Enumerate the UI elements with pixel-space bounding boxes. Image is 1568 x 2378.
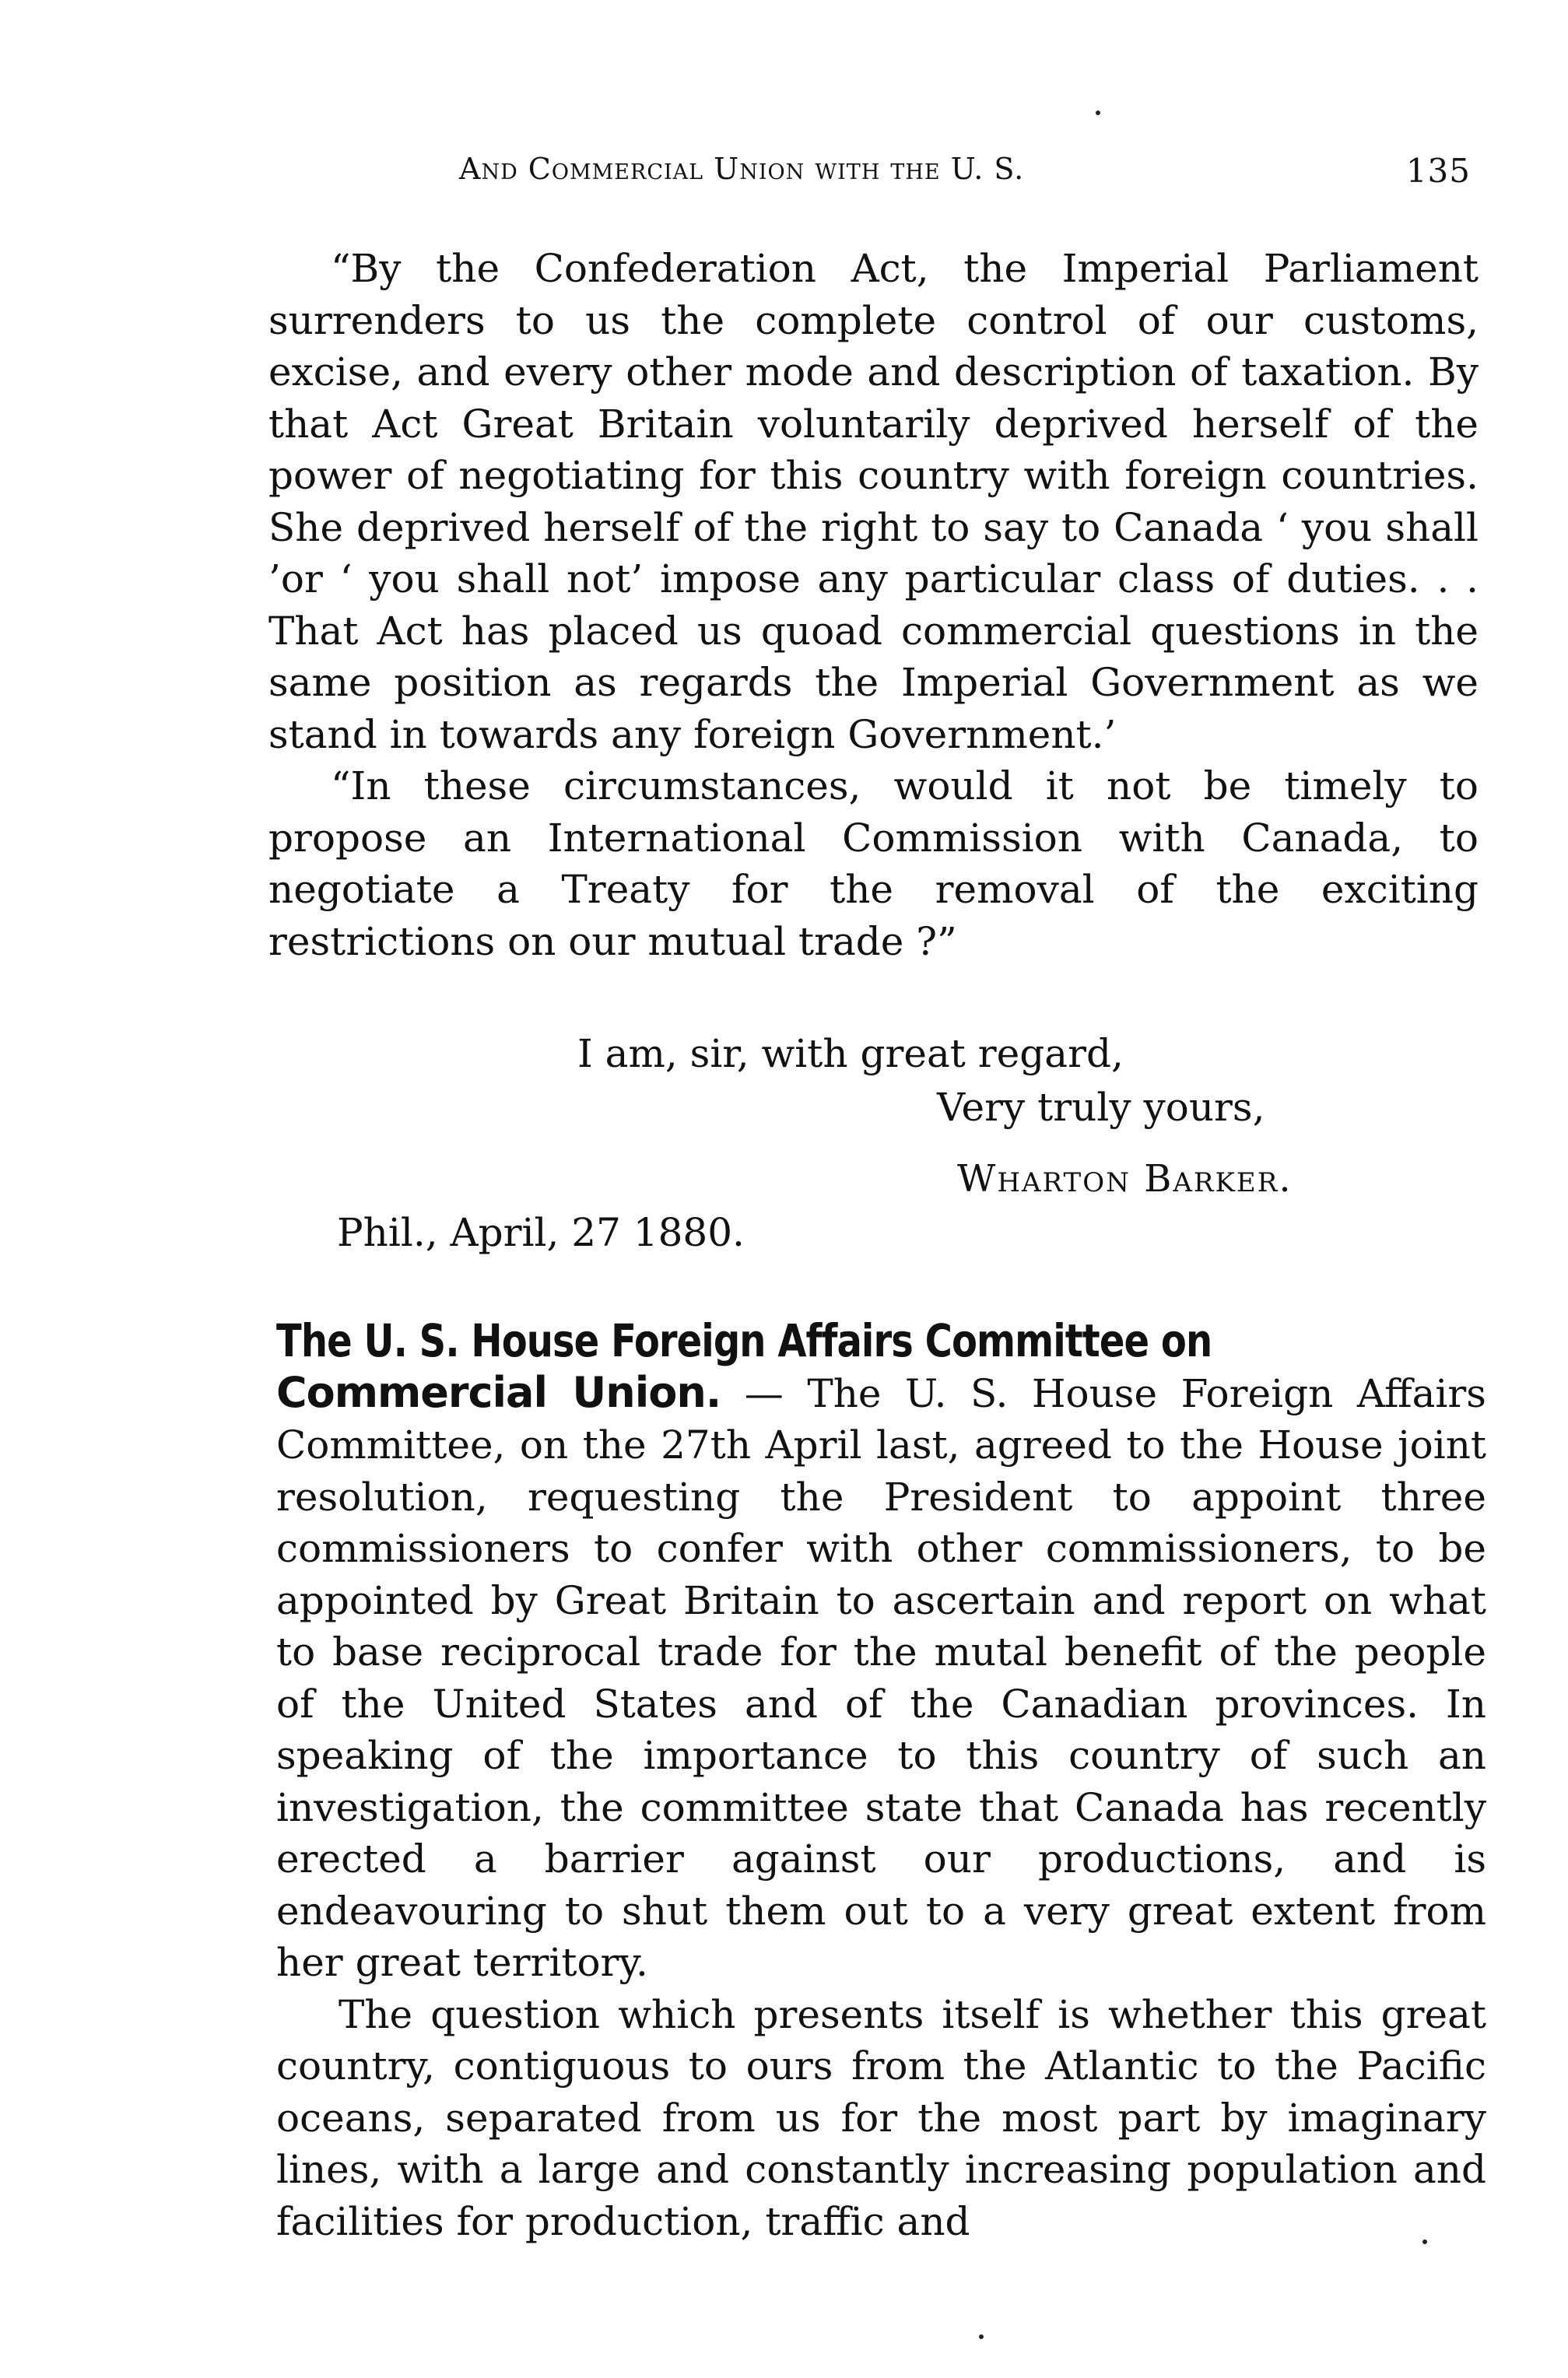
article-heading-continued: Commercial Union. [276,1367,721,1417]
quote-paragraph: “In these circumstances, would it not be timely to propose an International Commission with Canada, to negotiate a Treaty for the removal of the exciting restrictions on our mutual trade ?” [268,763,1479,964]
article-paragraph-text: The U. S. House Foreign Affairs Committee, on the 27th April last, agreed to the House joint resolution, requesting the President to appoint three commissioners to confer with other commissioners, to be appointed by Great Britain to ascertain and report on what to base reciprocal trade for the mutal benefit of the people of the United States and of the Canadian provinces. In speaking of the importance to this country of such an investigation, the committee state that Canada has recently erected a barrier against our productions, and is endeavouring to shut them out to a very great extent from her great territory. [276,1370,1486,1985]
letter-signature: Wharton Barker. [957,1157,1293,1201]
article [276,1315,1486,2247]
print-speck [979,2334,984,2339]
page-number: 135 [1405,152,1471,190]
quoted-passage [268,243,1479,967]
letter-valediction: Very truly yours, [937,1085,1265,1130]
article-heading: The U. S. House Foreign Affairs Committee on [276,1314,1212,1367]
print-speck [1096,110,1100,115]
running-head [459,152,1471,198]
running-head-title: And Commercial Union with the U. S. [459,152,1025,186]
article-paragraph [276,1367,1486,1989]
quote-paragraph: “By the Confederation Act, the Imperial Parliament surrenders to us the complete control of our customs, excise, and every other mode and description of taxation. By that Act Great Britain voluntarily deprived herself of the power of negotiating for this country with foreign countries. She deprived herself of the right to say to Canada ‘ you shall ’or ‘ you shall not’ impose any particular class of duties. . . That Act has placed us quoad commercial questions in the same position as regards the Imperial Government as we stand in towards any foreign Government.’ [268,246,1479,757]
heading-dash: — [721,1370,808,1416]
letter-closing: I am, sir, with great regard, [577,1031,1124,1076]
letter-date: Phil., April, 27 1880. [337,1210,745,1255]
article-paragraph: The question which presents itself is whether this great country, contiguous to ours from the Atlantic to the Pacific oceans, separated from us for the most part by imaginary lines, with a large and constantly increasing population and facilities for production, traffic and [276,1991,1486,2244]
